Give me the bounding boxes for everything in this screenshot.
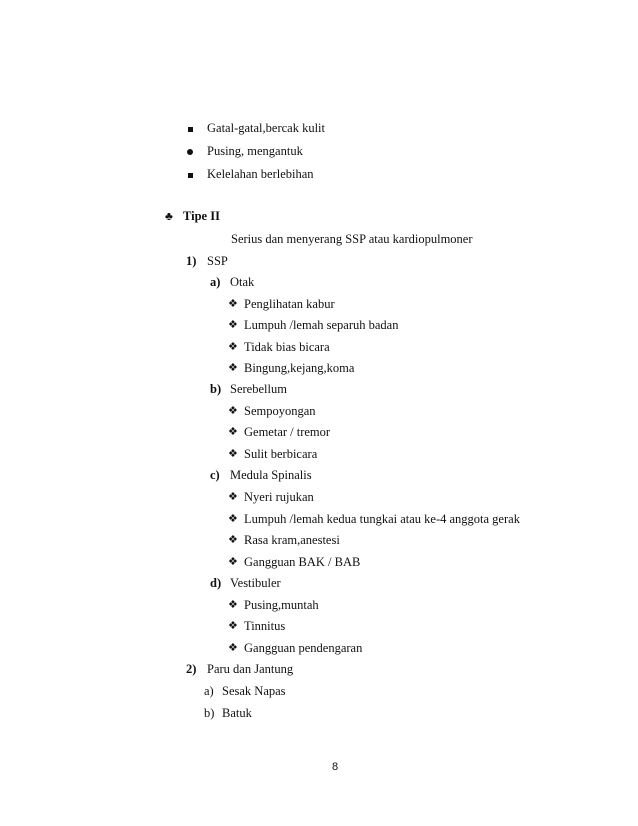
section-title: Paru dan Jantung [207,662,294,676]
subsection-title: Medula Spinalis [230,468,312,482]
list-item: Gangguan pendengaran [244,641,363,655]
list-item: Lumpuh /lemah separuh badan [244,318,399,332]
list-item: Nyeri rujukan [244,490,314,504]
list-item: Sempoyongan [244,404,316,418]
diamond-bullet-icon: ❖ [228,599,238,611]
list-item: Rasa kram,anestesi [244,533,340,547]
section-heading: Tipe II [183,209,220,223]
diamond-bullet-icon: ❖ [228,362,238,374]
list-item: Tidak bias bicara [244,340,330,354]
list-item: Batuk [222,706,252,720]
list-item: Kelelahan berlebihan [207,167,314,181]
subsection-title: Otak [230,275,255,289]
list-number: 1) [186,254,197,268]
square-bullet-icon [188,127,193,132]
list-item: Gatal-gatal,bercak kulit [207,121,325,135]
sublist-label: a) [204,684,214,698]
round-bullet-icon [187,149,193,155]
diamond-bullet-icon: ❖ [228,491,238,503]
diamond-bullet-icon: ❖ [228,298,238,310]
square-bullet-icon [188,173,193,178]
diamond-bullet-icon: ❖ [228,556,238,568]
section-title: SSP [207,254,228,268]
section-description: Serius dan menyerang SSP atau kardiopulmoner [231,232,473,246]
sublist-label: d) [210,576,222,590]
subsection-title: Serebellum [230,382,287,396]
list-item: Sesak Napas [222,684,286,698]
diamond-bullet-icon: ❖ [228,405,238,417]
diamond-bullet-icon: ❖ [228,448,238,460]
diamond-bullet-icon: ❖ [228,642,238,654]
page-number: 8 [332,761,339,773]
diamond-bullet-icon: ❖ [228,426,238,438]
subsection-title: Vestibuler [230,576,281,590]
diamond-bullet-icon: ❖ [228,534,238,546]
sublist-label: a) [210,275,221,289]
club-bullet-icon: ♣ [165,209,173,223]
diamond-bullet-icon: ❖ [228,620,238,632]
list-item: Bingung,kejang,koma [244,361,355,375]
list-item: Gemetar / tremor [244,425,331,439]
list-item: Lumpuh /lemah kedua tungkai atau ke-4 anggota gerak [244,512,520,526]
diamond-bullet-icon: ❖ [228,341,238,353]
sublist-label: b) [204,706,215,720]
list-number: 2) [186,662,197,676]
list-item: Pusing, mengantuk [207,144,303,158]
diamond-bullet-icon: ❖ [228,319,238,331]
list-item: Gangguan BAK / BAB [244,555,361,569]
sublist-label: c) [210,468,220,482]
list-item: Pusing,muntah [244,598,319,612]
sublist-label: b) [210,382,222,396]
list-item: Sulit berbicara [244,447,318,461]
list-item: Tinnitus [244,619,286,633]
diamond-bullet-icon: ❖ [228,513,238,525]
list-item: Penglihatan kabur [244,297,335,311]
